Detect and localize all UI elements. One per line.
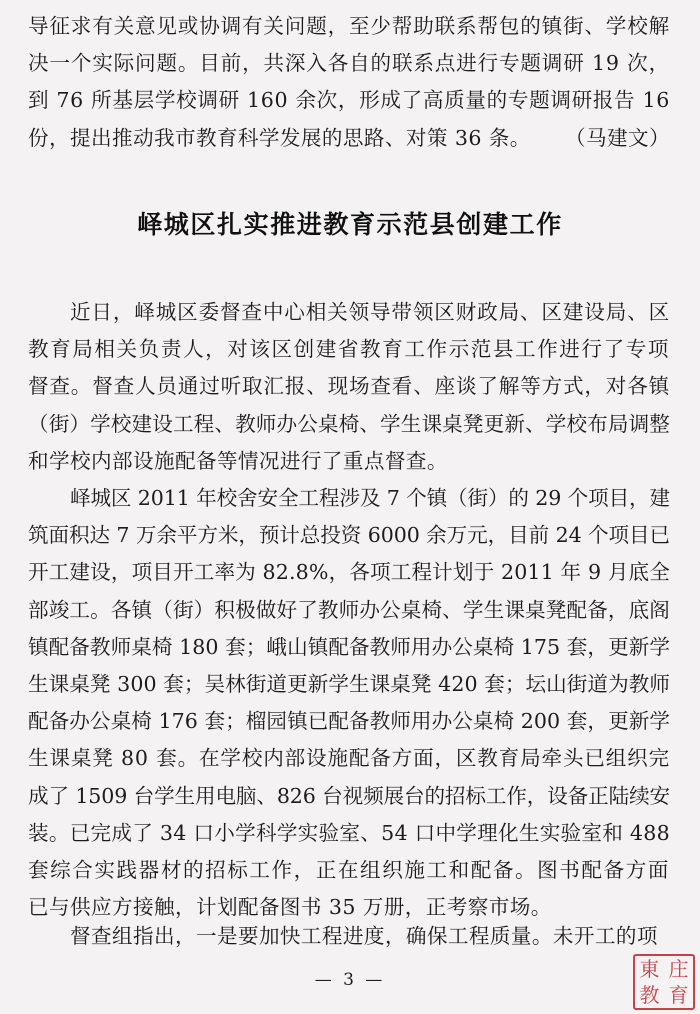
text-line: 和学校内部设施配备等情况进行了重点督查。 [28, 448, 448, 473]
article-paragraph [28, 480, 670, 926]
author-signature: （马建文） [565, 125, 670, 150]
text-line: 已与供应方接触，计划配备图书 35 万册，正考察市场。 [28, 895, 552, 920]
text-line: 镇配备教师桌椅 180 套；峨山镇配备教师用办公桌椅 175 套，更新学 [28, 634, 670, 659]
text-line: 教育局相关负责人，对该区创建省教育工作示范县工作进行了专项 [28, 337, 670, 362]
text-line: 配备办公桌椅 176 套；榴园镇已配备教师用办公桌椅 200 套，更新学 [28, 709, 670, 734]
text-line: 成了 1509 台学生用电脑、826 台视频展台的招标工作，设备正陆续安 [28, 783, 670, 808]
text-line: 决一个实际问题。目前，共深入各自的联系点进行专题调研 19 次， [28, 51, 670, 76]
seal-char: 庄 [668, 957, 689, 981]
text-line: 筑面积达 7 万余平方米，预计总投资 6000 余万元，目前 24 个项目已 [28, 523, 670, 548]
text-line: 督查。督查人员通过听取汇报、现场查看、座谈了解等方式，对各镇 [28, 374, 670, 399]
page-number: — 3 — [314, 970, 386, 990]
text-line: 到 76 所基层学校调研 160 余次，形成了高质量的专题调研报告 16 [28, 88, 670, 113]
seal-char: 教 [639, 983, 660, 1007]
text-line: 生课桌凳 80 套。在学校内部设施配备方面，区教育局牵头已组织完 [28, 746, 670, 771]
article-paragraph [28, 294, 670, 480]
text-line: 装。已完成了 34 口小学科学实验室、54 口中学理化生实验室和 488 [28, 820, 670, 845]
article-title: 峄城区扎实推进教育示范县创建工作 [137, 210, 563, 239]
seal-char: 育 [668, 983, 689, 1007]
text-line [28, 120, 670, 157]
text-line: （街）学校建设工程、教师办公桌椅、学生课桌凳更新、学校布局调整 [28, 411, 670, 436]
text-line: 导征求有关意见或协调有关问题，至少帮助联系帮包的镇街、学校解 [28, 14, 670, 38]
text-line: 生课桌凳 300 套；吴林街道更新学生课桌凳 420 套；坛山街道为教师 [28, 671, 670, 696]
text-line: 峄城区 2011 年校舍安全工程涉及 7 个镇（街）的 29 个项目，建 [70, 486, 670, 510]
text-line: 开工建设，项目开工率为 82.8%，各项工程计划于 2011 年 9 月底全 [28, 560, 670, 585]
red-seal-stamp [633, 954, 695, 1010]
continuation-paragraph [28, 8, 670, 157]
text-line: 督查组指出，一是要加快工程进度，确保工程质量。未开工的项 [70, 924, 658, 948]
article-paragraph [28, 918, 670, 955]
text-line: 部竣工。各镇（街）积极做好了教师办公桌椅、学生课桌凳配备，底阁 [28, 597, 670, 622]
text-line: 近日，峄城区委督查中心相关领导带领区财政局、区建设局、区 [70, 300, 670, 324]
text-line: 套综合实践器材的招标工作，正在组织施工和配备。图书配备方面 [28, 857, 670, 882]
seal-char: 東 [639, 957, 660, 981]
text-line-content: 份，提出推动我市教育科学发展的思路、对策 36 条。 [28, 125, 531, 150]
